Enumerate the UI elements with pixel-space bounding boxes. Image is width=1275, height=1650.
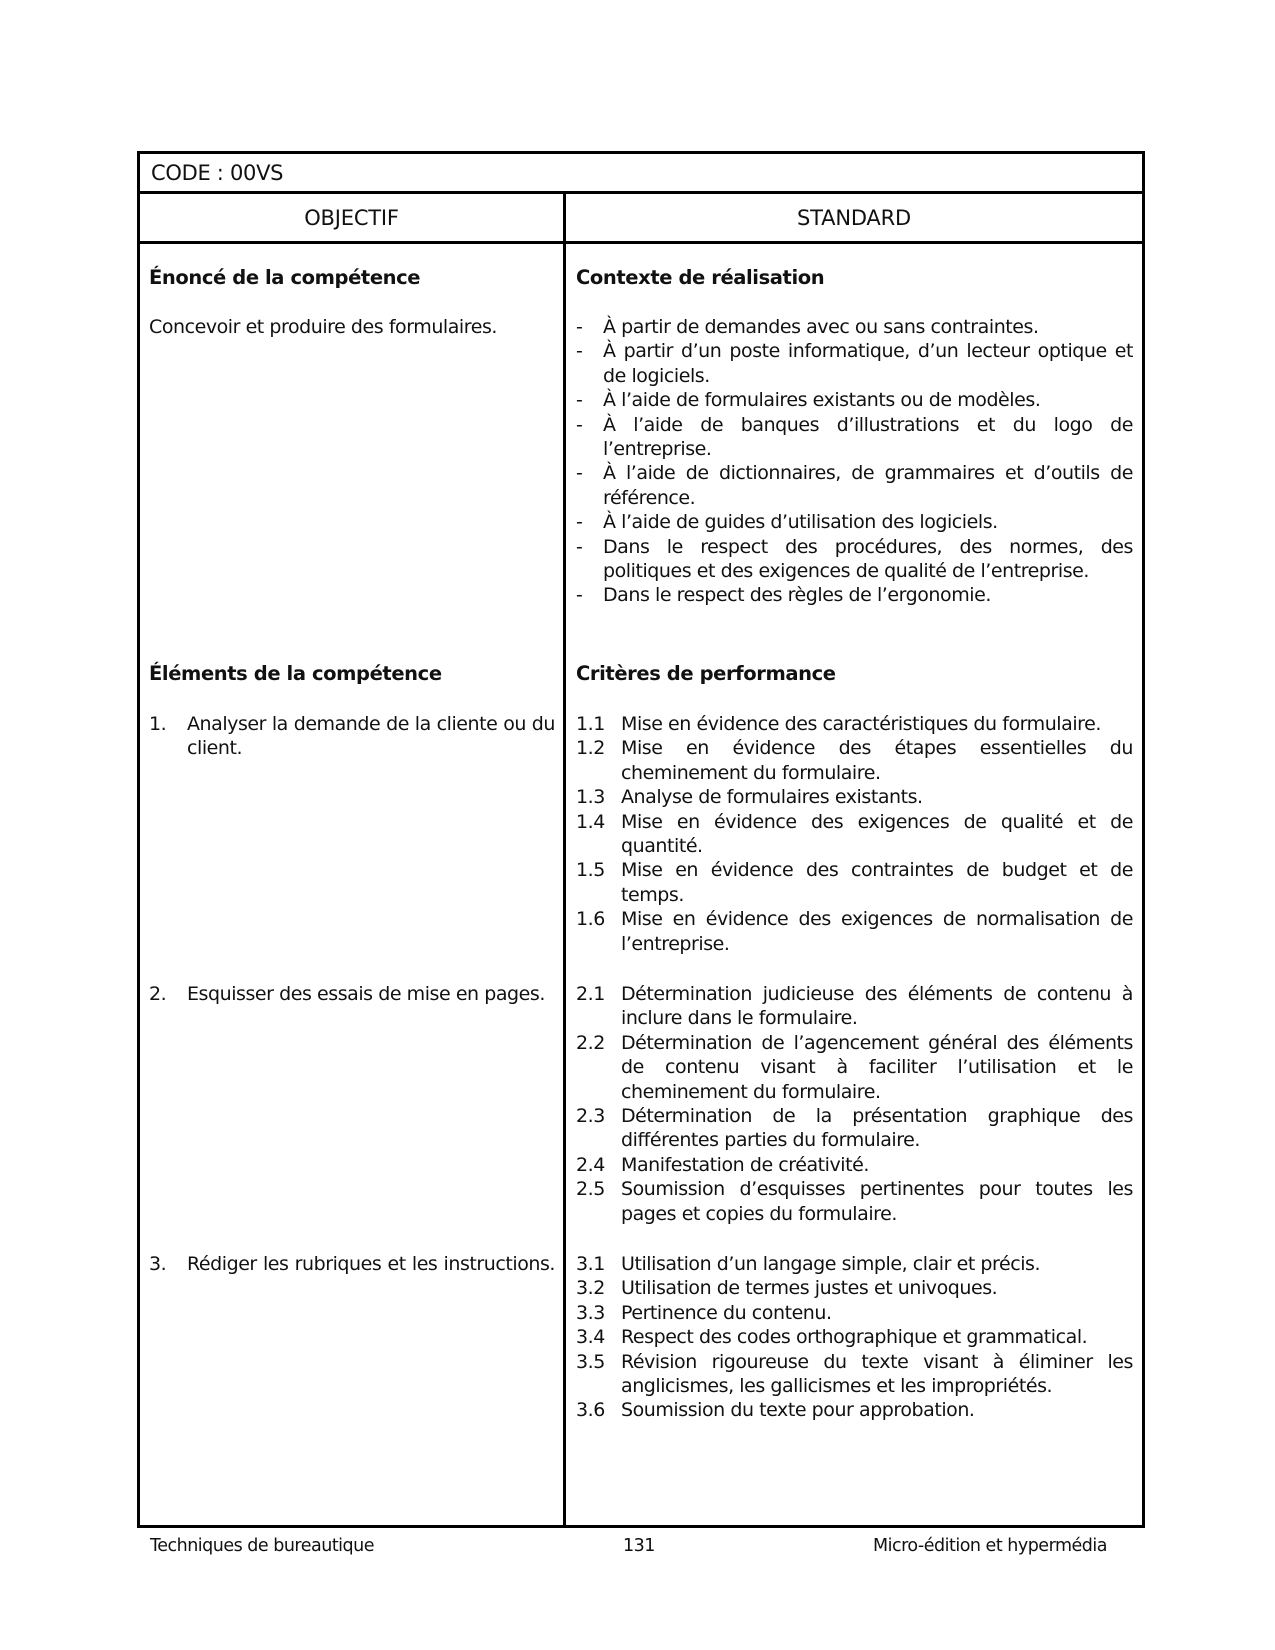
standard-column (566, 244, 1142, 1525)
contexte-list (576, 315, 1133, 608)
contexte-item: - À l’aide de dictionnaires, de grammaires et d’outils de référence. (576, 462, 1133, 509)
contexte-item: - Dans le respect des procédures, des normes, des politiques et des exigences de qualité de l’entreprise. (576, 535, 1133, 583)
critere-item: 1.2 Mise en évidence des étapes essentielles du cheminement du formulaire. (576, 737, 1133, 784)
element-text: Esquisser des essais de mise en pages. (187, 983, 545, 1005)
contexte-item: - À partir d’un poste informatique, d’un lecteur optique et de logiciels. (576, 340, 1133, 387)
objectif-column (140, 244, 563, 1525)
footer-program: Techniques de bureautique (150, 1536, 375, 1556)
element-item (149, 982, 555, 1006)
critere-item: 1.5 Mise en évidence des contraintes de budget et de temps. (576, 859, 1133, 906)
objectif-header: OBJECTIF (304, 206, 399, 230)
contexte-item: - Dans le respect des règles de l’ergonomie. (576, 584, 991, 607)
bullet-dash: - (576, 511, 583, 534)
enonce-heading: Énoncé de la compétence (149, 266, 421, 289)
element-text: Rédiger les rubriques et les instructions. (187, 1253, 555, 1275)
bullet-dash: - (576, 535, 583, 558)
contexte-item: - À l’aide de formulaires existants ou de modèles. (576, 389, 1041, 412)
criteres-group-1 (576, 712, 1133, 956)
contexte-item: - À l’aide de banques d’illustrations et du logo de l’entreprise. (576, 413, 1133, 461)
critere-item: 3.4 Respect des codes orthographique et grammatical. (576, 1326, 1088, 1349)
element-number: 3. (149, 1253, 167, 1275)
bullet-dash: - (576, 389, 583, 412)
contexte-item: - À l’aide de guides d’utilisation des logiciels. (576, 511, 998, 534)
critere-item: 3.1 Utilisation d’un langage simple, clair et précis. (576, 1253, 1041, 1275)
bullet-dash: - (576, 340, 583, 363)
competency-table (137, 151, 1145, 1528)
bullet-dash: - (576, 584, 583, 607)
enonce-text: Concevoir et produire des formulaires. (149, 316, 497, 338)
contexte-heading: Contexte de réalisation (576, 266, 825, 289)
page-number: 131 (623, 1536, 655, 1556)
criteres-group-3 (576, 1252, 1133, 1423)
element-number: 2. (149, 983, 167, 1005)
critere-item: 3.2 Utilisation de termes justes et univoques. (576, 1277, 998, 1300)
criteres-heading: Critères de performance (576, 662, 836, 685)
footer-module: Micro-édition et hypermédia (873, 1536, 1107, 1556)
critere-item: 3.6 Soumission du texte pour approbation. (576, 1399, 975, 1422)
critere-item: 3.5 Révision rigoureuse du texte visant à éliminer les anglicismes, les gallicismes et les impropriétés. (576, 1350, 1133, 1398)
element-item (149, 1252, 555, 1276)
critere-item: 2.5 Soumission d’esquisses pertinentes pour toutes les pages et copies du formulaire. (576, 1178, 1133, 1225)
critere-item: 1.3 Analyse de formulaires existants. (576, 786, 923, 809)
critere-item: 2.3 Détermination de la présentation graphique des différentes parties du formulaire. (576, 1105, 1133, 1152)
standard-header: STANDARD (797, 206, 911, 230)
contexte-item: - À partir de demandes avec ou sans contraintes. (576, 316, 1039, 338)
bullet-dash: - (576, 413, 583, 436)
critere-item: 2.1 Détermination judicieuse des éléments de contenu à inclure dans le formulaire. (576, 983, 1133, 1030)
bullet-dash: - (576, 316, 583, 338)
critere-item: 2.4 Manifestation de créativité. (576, 1153, 869, 1176)
critere-item: 1.1 Mise en évidence des caractéristiques du formulaire. (576, 713, 1101, 735)
critere-item: 3.3 Pertinence du contenu. (576, 1301, 832, 1324)
critere-item: 1.6 Mise en évidence des exigences de normalisation de l’entreprise. (576, 908, 1133, 955)
critere-item: 2.2 Détermination de l’agencement général des éléments de contenu visant à faciliter l’utilisation et le cheminement du formulaire. (576, 1031, 1133, 1103)
critere-item: 1.4 Mise en évidence des exigences de qualité et de quantité. (576, 810, 1133, 858)
element-item (149, 712, 555, 761)
element-text: Analyser la demande de la cliente ou du client. (187, 713, 555, 760)
criteres-group-2 (576, 982, 1133, 1226)
header-row (140, 194, 1142, 244)
elements-heading: Éléments de la compétence (149, 662, 442, 685)
element-number: 1. (149, 713, 167, 735)
bullet-dash: - (576, 462, 583, 485)
code-row: CODE : 00VS (140, 154, 1142, 194)
